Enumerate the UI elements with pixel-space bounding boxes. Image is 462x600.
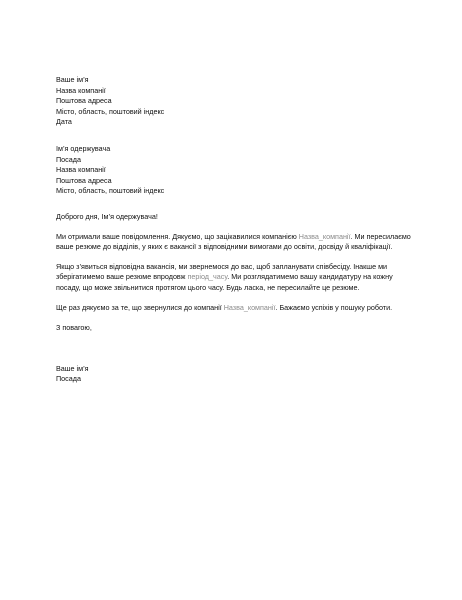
sender-name: Ваше ім’я — [56, 75, 89, 84]
period-placeholder: період_часу — [187, 272, 228, 282]
signature-block — [56, 364, 414, 385]
recipient-company: Назва компанії — [56, 165, 106, 175]
signature-name: Ваше ім’я — [56, 363, 89, 373]
body-paragraph-1 — [56, 232, 414, 253]
paragraph-text: Якщо з’явиться відповідна вакансія, ми звернемося до вас, щоб запланувати співбесіду. Інакше ми зберігатимемо ваше резюме впродовж — [56, 261, 388, 282]
salutation: Доброго дня, Ім’я одержувача! — [56, 211, 158, 221]
letter-date: Дата — [56, 117, 72, 127]
recipient-city: Місто, область, поштовий індекс — [56, 186, 165, 196]
sender-city: Місто, область, поштовий індекс — [56, 106, 165, 116]
body-paragraph-3 — [56, 303, 414, 314]
closing-phrase: З повагою, — [56, 323, 92, 333]
recipient-title: Посада — [56, 154, 81, 164]
body-paragraph-2 — [56, 262, 414, 294]
sender-block — [56, 75, 414, 128]
recipient-name: Ім’я одержувача — [56, 143, 111, 153]
paragraph-text: . Бажаємо успіхів у пошуку роботи. — [275, 302, 393, 312]
signature-title: Посада — [56, 374, 81, 384]
paragraph-text: Ще раз дякуємо за те, що звернулися до компанії — [56, 302, 224, 312]
company-placeholder: Назва_компанії — [298, 231, 351, 241]
paragraph-text: . Ми розглядатимемо вашу кандидатуру на кожну посаду, що може звільнитися протягом цього часу. Будь ласка, не пересилайте це резюме. — [56, 272, 393, 292]
recipient-block — [56, 144, 414, 197]
paragraph-text: . Ми пересилаємо ваше резюме до відділів, у яких є вакансії з відповідними вимогами до освіти, досвіду й кваліфікації. — [56, 231, 411, 252]
sender-address: Поштова адреса — [56, 96, 112, 106]
company-placeholder: Назва_компанії — [223, 302, 276, 312]
recipient-address: Поштова адреса — [56, 175, 112, 185]
paragraph-text: Ми отримали ваше повідомлення. Дякуємо, що зацікавилися компанією — [56, 231, 299, 241]
sender-company: Назва компанії — [56, 85, 106, 95]
